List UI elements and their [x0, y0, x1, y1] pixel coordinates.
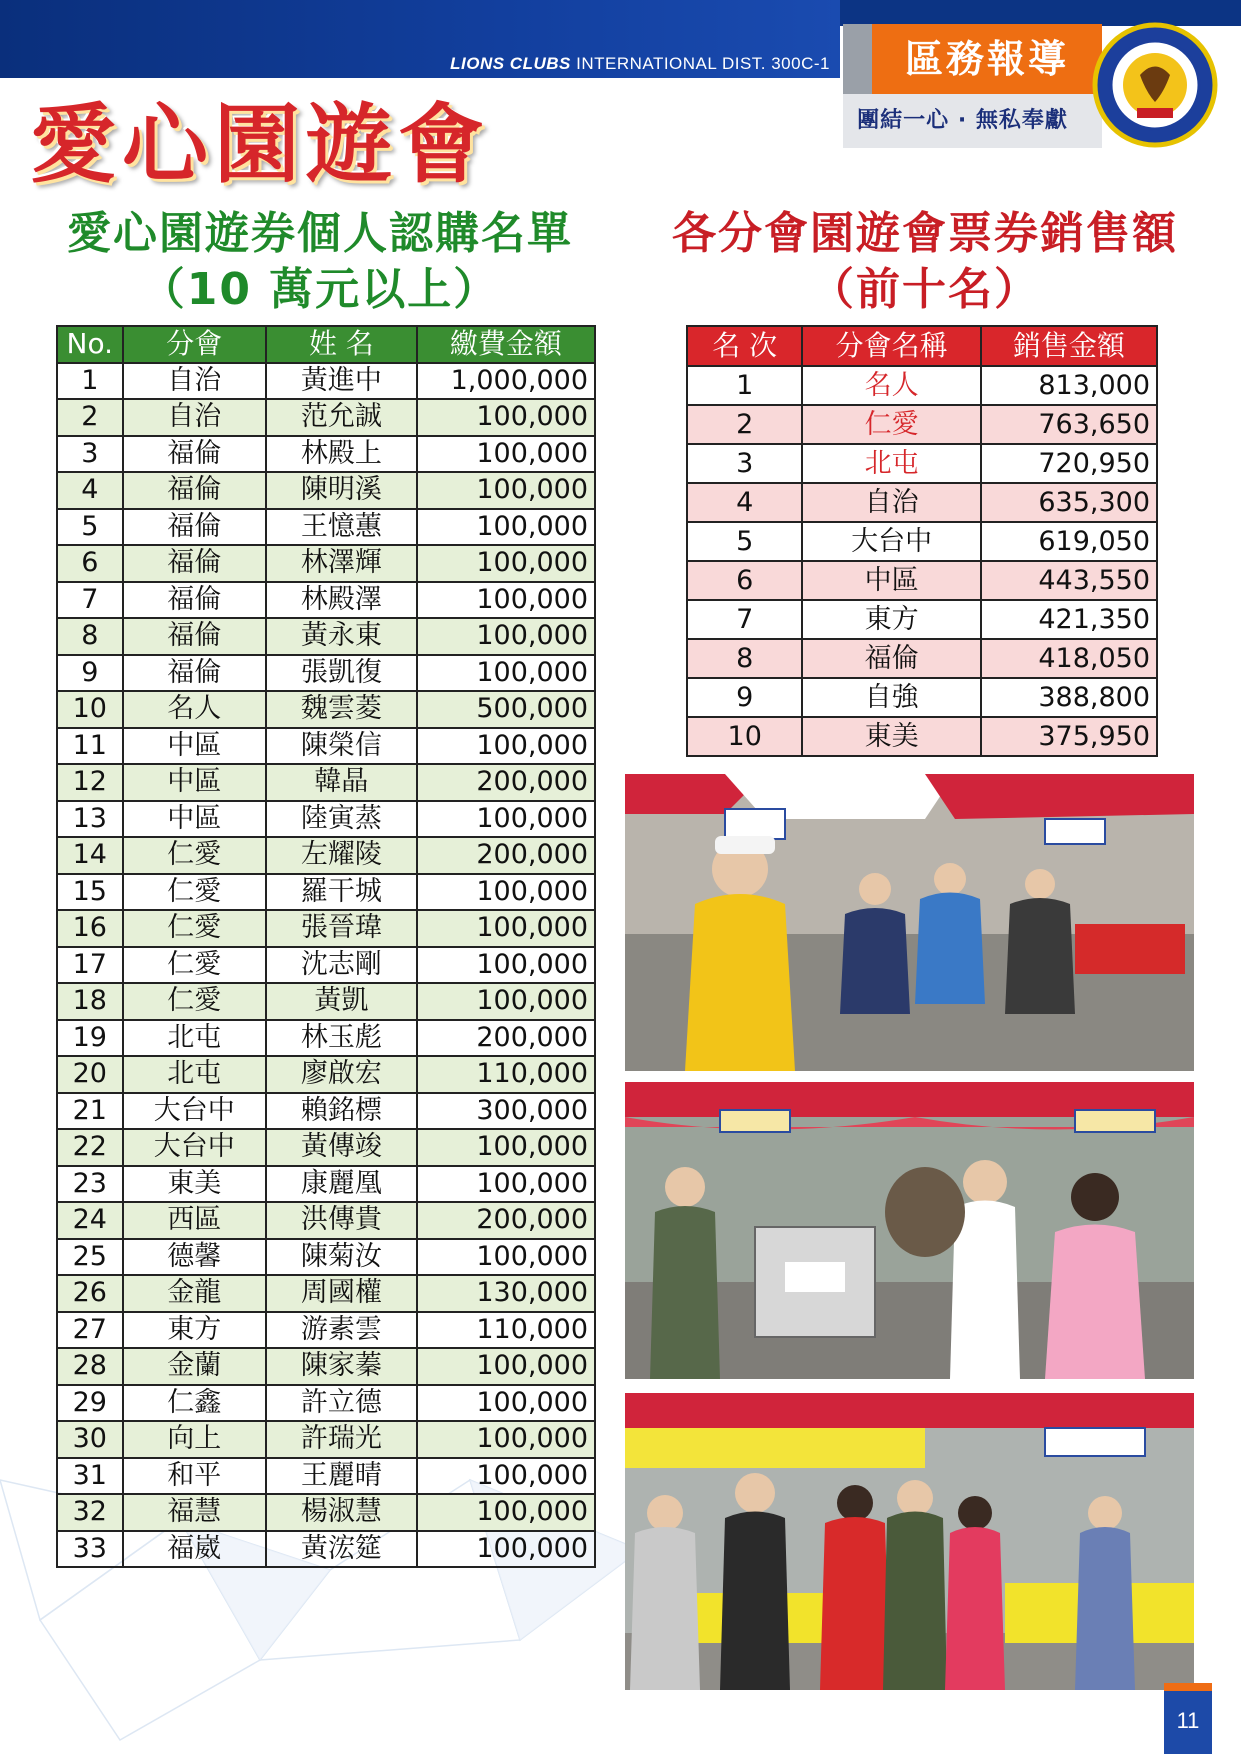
amount: 100,000 [417, 399, 595, 436]
row-number: 21 [57, 1093, 123, 1130]
table-row [687, 678, 1157, 717]
club-name: 福倫 [123, 545, 266, 582]
right-section-title [640, 206, 1210, 318]
row-number: 22 [57, 1129, 123, 1166]
member-name: 黃永東 [266, 618, 417, 655]
amount: 100,000 [417, 582, 595, 619]
amount: 100,000 [417, 1421, 595, 1458]
table-row [57, 837, 595, 874]
sales-amount: 443,550 [981, 561, 1157, 600]
table-row [57, 1056, 595, 1093]
event-photo-3 [625, 1393, 1194, 1690]
club-name: 仁愛 [123, 874, 266, 911]
club-name: 金蘭 [123, 1348, 266, 1385]
amount: 100,000 [417, 1494, 595, 1531]
club-name: 東美 [123, 1166, 266, 1203]
row-number: 23 [57, 1166, 123, 1203]
column-header: 銷售金額 [981, 326, 1157, 366]
table-row [57, 947, 595, 984]
member-name: 黃浤筵 [266, 1531, 417, 1568]
row-number: 9 [57, 655, 123, 692]
member-name: 陸寅蒸 [266, 801, 417, 838]
row-number: 16 [57, 910, 123, 947]
member-name: 楊淑慧 [266, 1494, 417, 1531]
amount: 110,000 [417, 1312, 595, 1349]
member-name: 左耀陵 [266, 837, 417, 874]
club-name: 福倫 [123, 618, 266, 655]
member-name: 許瑞光 [266, 1421, 417, 1458]
rank: 8 [687, 639, 802, 678]
amount: 100,000 [417, 1458, 595, 1495]
column-header: 名 次 [687, 326, 802, 366]
member-name: 陳菊汝 [266, 1239, 417, 1276]
club-name: 自強 [802, 678, 980, 717]
page-number: 11 [1176, 1708, 1200, 1733]
member-name: 黃進中 [266, 363, 417, 400]
sales-amount: 388,800 [981, 678, 1157, 717]
rank: 9 [687, 678, 802, 717]
table-row [57, 1275, 595, 1312]
row-number: 12 [57, 764, 123, 801]
member-name: 賴銘標 [266, 1093, 417, 1130]
member-name: 廖啟宏 [266, 1056, 417, 1093]
rank: 7 [687, 600, 802, 639]
club-sales-ranking-table [686, 325, 1158, 757]
amount: 200,000 [417, 1020, 595, 1057]
club-name: 福崴 [123, 1531, 266, 1568]
rank: 3 [687, 444, 802, 483]
club-name: 東方 [123, 1312, 266, 1349]
member-name: 林殿上 [266, 436, 417, 473]
table-row [57, 728, 595, 765]
club-name: 自治 [123, 363, 266, 400]
motto-text: 團結一心 · 無私奉獻 [857, 108, 1068, 133]
member-name: 韓晶 [266, 764, 417, 801]
row-number: 3 [57, 436, 123, 473]
club-name: 仁愛 [802, 405, 980, 444]
member-name: 王憶蕙 [266, 509, 417, 546]
table-row [57, 1312, 595, 1349]
row-number: 11 [57, 728, 123, 765]
amount: 1,000,000 [417, 363, 595, 400]
row-number: 26 [57, 1275, 123, 1312]
member-name: 王麗晴 [266, 1458, 417, 1495]
tab-accent [843, 24, 873, 94]
amount: 100,000 [417, 1385, 595, 1422]
club-name: 福慧 [123, 1494, 266, 1531]
table-row [57, 764, 595, 801]
column-header: No. [57, 326, 123, 363]
right-section-title-line2: （前十名） [810, 264, 1040, 315]
row-number: 32 [57, 1494, 123, 1531]
table-row [57, 1239, 595, 1276]
amount: 100,000 [417, 910, 595, 947]
left-section-title [40, 206, 600, 318]
member-name: 黃凱 [266, 983, 417, 1020]
amount: 500,000 [417, 691, 595, 728]
club-name: 中區 [123, 764, 266, 801]
table-row [687, 600, 1157, 639]
club-name: 西區 [123, 1202, 266, 1239]
table-row [57, 472, 595, 509]
row-number: 29 [57, 1385, 123, 1422]
table-row [57, 1348, 595, 1385]
rank: 5 [687, 522, 802, 561]
amount: 100,000 [417, 1166, 595, 1203]
club-name: 福倫 [123, 436, 266, 473]
amount: 300,000 [417, 1093, 595, 1130]
member-name: 周國權 [266, 1275, 417, 1312]
row-number: 30 [57, 1421, 123, 1458]
amount: 100,000 [417, 545, 595, 582]
page-number-badge [1164, 1683, 1212, 1754]
row-number: 15 [57, 874, 123, 911]
table-row [687, 639, 1157, 678]
member-name: 張凱復 [266, 655, 417, 692]
club-name: 仁愛 [123, 910, 266, 947]
member-name: 陳明溪 [266, 472, 417, 509]
personal-purchase-table [56, 325, 596, 1568]
club-name: 自治 [802, 483, 980, 522]
club-name: 名人 [802, 366, 980, 405]
rank: 4 [687, 483, 802, 522]
rank: 10 [687, 717, 802, 756]
row-number: 4 [57, 472, 123, 509]
table-row [687, 366, 1157, 405]
rank: 1 [687, 366, 802, 405]
amount: 100,000 [417, 1129, 595, 1166]
table-row [57, 545, 595, 582]
club-name: 德馨 [123, 1239, 266, 1276]
member-name: 魏雲菱 [266, 691, 417, 728]
row-number: 20 [57, 1056, 123, 1093]
amount: 100,000 [417, 874, 595, 911]
section-tab [872, 24, 1102, 94]
column-header: 分會 [123, 326, 266, 363]
club-name: 和平 [123, 1458, 266, 1495]
table-row [57, 910, 595, 947]
sales-amount: 421,350 [981, 600, 1157, 639]
member-name: 林殿澤 [266, 582, 417, 619]
row-number: 28 [57, 1348, 123, 1385]
club-name: 北屯 [123, 1056, 266, 1093]
member-name: 康麗凰 [266, 1166, 417, 1203]
club-name: 東方 [802, 600, 980, 639]
club-name: 東美 [802, 717, 980, 756]
member-name: 林玉彪 [266, 1020, 417, 1057]
sales-amount: 763,650 [981, 405, 1157, 444]
member-name: 許立德 [266, 1385, 417, 1422]
table-row [687, 483, 1157, 522]
table-row [57, 1494, 595, 1531]
table-header-row [57, 326, 595, 363]
club-name: 仁鑫 [123, 1385, 266, 1422]
amount: 100,000 [417, 1239, 595, 1276]
amount: 100,000 [417, 472, 595, 509]
club-name: 福倫 [123, 582, 266, 619]
amount: 100,000 [417, 983, 595, 1020]
club-name: 中區 [802, 561, 980, 600]
club-name: 福倫 [123, 655, 266, 692]
club-name: 北屯 [802, 444, 980, 483]
table-row [687, 717, 1157, 756]
table-row [57, 582, 595, 619]
row-number: 10 [57, 691, 123, 728]
club-name: 仁愛 [123, 837, 266, 874]
member-name: 洪傳貴 [266, 1202, 417, 1239]
table-row [57, 801, 595, 838]
member-name: 范允誠 [266, 399, 417, 436]
row-number: 1 [57, 363, 123, 400]
row-number: 24 [57, 1202, 123, 1239]
club-name: 北屯 [123, 1020, 266, 1057]
table-row [57, 983, 595, 1020]
amount: 110,000 [417, 1056, 595, 1093]
member-name: 張晉瑋 [266, 910, 417, 947]
event-photo-1 [625, 774, 1194, 1071]
table-row [57, 509, 595, 546]
sales-amount: 375,950 [981, 717, 1157, 756]
member-name: 陳榮信 [266, 728, 417, 765]
table-row [57, 1093, 595, 1130]
sales-amount: 635,300 [981, 483, 1157, 522]
page-title: 愛心園遊會 [30, 94, 490, 195]
member-name: 羅干城 [266, 874, 417, 911]
row-number: 5 [57, 509, 123, 546]
table-row [57, 1458, 595, 1495]
section-tab-label: 區務報導 [904, 37, 1069, 81]
table-row [57, 363, 595, 400]
member-name: 沈志剛 [266, 947, 417, 984]
row-number: 2 [57, 399, 123, 436]
table-row [57, 1020, 595, 1057]
table-header-row [687, 326, 1157, 366]
rank: 6 [687, 561, 802, 600]
column-header: 姓 名 [266, 326, 417, 363]
club-name: 中區 [123, 801, 266, 838]
amount: 100,000 [417, 1348, 595, 1385]
amount: 100,000 [417, 728, 595, 765]
club-name: 仁愛 [123, 983, 266, 1020]
club-name: 名人 [123, 691, 266, 728]
row-number: 18 [57, 983, 123, 1020]
table-row [57, 399, 595, 436]
row-number: 17 [57, 947, 123, 984]
table-row [57, 618, 595, 655]
club-name: 中區 [123, 728, 266, 765]
club-name: 福倫 [802, 639, 980, 678]
club-name: 向上 [123, 1421, 266, 1458]
event-photo-2 [625, 1082, 1194, 1379]
table-row [57, 1202, 595, 1239]
publication-header: LIONS CLUBS INTERNATIONAL DIST. 300C-1 [450, 54, 830, 73]
row-number: 27 [57, 1312, 123, 1349]
club-name: 大台中 [802, 522, 980, 561]
row-number: 14 [57, 837, 123, 874]
table-row [57, 874, 595, 911]
table-row [57, 1129, 595, 1166]
row-number: 6 [57, 545, 123, 582]
amount: 200,000 [417, 837, 595, 874]
right-section-title-line1: 各分會園遊會票券銷售額 [672, 208, 1178, 259]
amount: 200,000 [417, 1202, 595, 1239]
table-row [57, 1531, 595, 1568]
club-name: 大台中 [123, 1093, 266, 1130]
amount: 100,000 [417, 1531, 595, 1568]
club-name: 大台中 [123, 1129, 266, 1166]
table-row [687, 561, 1157, 600]
member-name: 林澤輝 [266, 545, 417, 582]
sales-amount: 813,000 [981, 366, 1157, 405]
amount: 100,000 [417, 801, 595, 838]
member-name: 游素雲 [266, 1312, 417, 1349]
sales-amount: 619,050 [981, 522, 1157, 561]
table-row [57, 1421, 595, 1458]
amount: 130,000 [417, 1275, 595, 1312]
left-section-title-line1: 愛心園遊券個人認購名單 [67, 208, 573, 259]
motto-box [843, 94, 1102, 148]
club-name: 福倫 [123, 472, 266, 509]
row-number: 7 [57, 582, 123, 619]
left-section-title-line2: （10 萬元以上） [140, 264, 500, 315]
table-row [57, 691, 595, 728]
table-row [687, 405, 1157, 444]
table-row [687, 522, 1157, 561]
club-name: 仁愛 [123, 947, 266, 984]
column-header: 分會名稱 [802, 326, 980, 366]
amount: 100,000 [417, 509, 595, 546]
amount: 100,000 [417, 655, 595, 692]
club-name: 福倫 [123, 509, 266, 546]
row-number: 8 [57, 618, 123, 655]
table-row [687, 444, 1157, 483]
member-name: 黃傳竣 [266, 1129, 417, 1166]
member-name: 陳家蓁 [266, 1348, 417, 1385]
table-row [57, 1166, 595, 1203]
row-number: 33 [57, 1531, 123, 1568]
sales-amount: 418,050 [981, 639, 1157, 678]
rank: 2 [687, 405, 802, 444]
club-name: 金龍 [123, 1275, 266, 1312]
row-number: 25 [57, 1239, 123, 1276]
row-number: 31 [57, 1458, 123, 1495]
row-number: 13 [57, 801, 123, 838]
amount: 200,000 [417, 764, 595, 801]
amount: 100,000 [417, 436, 595, 473]
lions-club-emblem-icon [1090, 20, 1220, 150]
club-name: 自治 [123, 399, 266, 436]
table-row [57, 655, 595, 692]
row-number: 19 [57, 1020, 123, 1057]
column-header: 繳費金額 [417, 326, 595, 363]
amount: 100,000 [417, 947, 595, 984]
table-row [57, 1385, 595, 1422]
sales-amount: 720,950 [981, 444, 1157, 483]
amount: 100,000 [417, 618, 595, 655]
table-row [57, 436, 595, 473]
